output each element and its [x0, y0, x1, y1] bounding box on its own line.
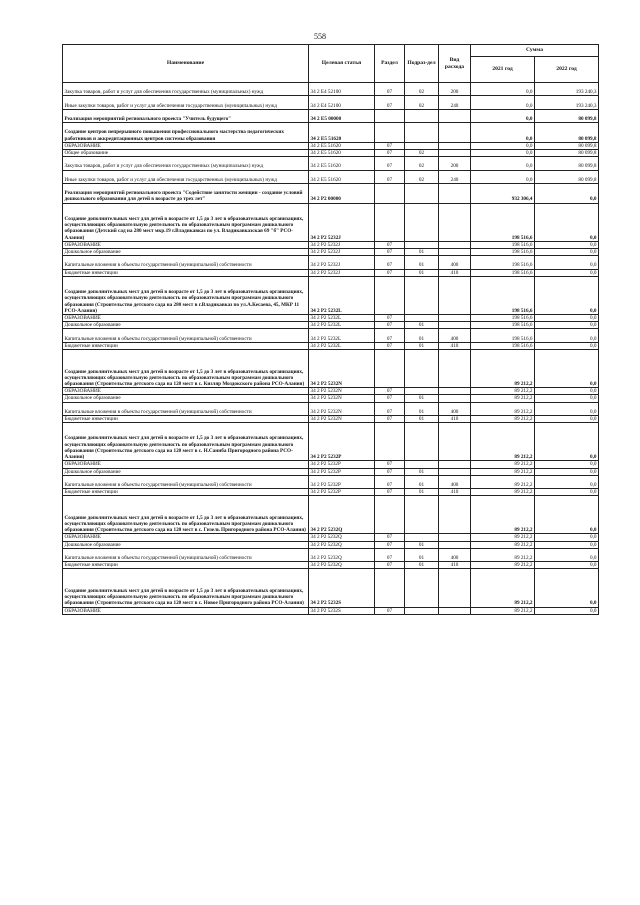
row-sum-2021: 198 516,6	[471, 322, 535, 329]
table-row	[63, 149, 599, 156]
header-year-2022: 2022 год	[535, 57, 599, 83]
row-sum-2021: 89 212,2	[471, 534, 535, 541]
row-target-article: 34 2 Р2 5232Q	[309, 562, 375, 569]
table-row	[63, 276, 599, 314]
row-subsection	[405, 276, 439, 314]
row-section: 07	[375, 468, 405, 475]
row-subsection	[405, 142, 439, 149]
table-row	[63, 183, 599, 203]
row-target-article: 34 2 Р2 5232J	[309, 269, 375, 276]
row-subsection: 01	[405, 548, 439, 561]
row-sum-2022: 80 099,8	[535, 170, 599, 183]
row-target-article: 34 2 Р2 5232Q	[309, 534, 375, 541]
row-target-article: 34 2 Р2 5232P	[309, 423, 375, 461]
row-sum-2021: 89 212,2	[471, 395, 535, 402]
table-row	[63, 96, 599, 109]
row-expense-type: 400	[439, 548, 471, 561]
row-section: 07	[375, 96, 405, 109]
row-subsection	[405, 569, 439, 607]
row-expense-type	[439, 241, 471, 248]
row-section	[375, 276, 405, 314]
row-sum-2022: 0,0	[535, 468, 599, 475]
row-sum-2022: 0,0	[535, 183, 599, 203]
row-sum-2021: 89 212,2	[471, 423, 535, 461]
row-expense-type: 400	[439, 475, 471, 488]
row-name: Создание дополнительных мест для детей в возрасте от 1,5 до 3 лет в образовательных организациях, осуществляющих образовательную деятельность по образовательным программам дошкольного образования (Строительство детского сада на 120 мест в с. Кизляр Моздокского района РСО-Алания)	[63, 349, 309, 387]
row-name: Создание дополнительных мест для детей в возрасте от 1,5 до 3 лет в образовательных организациях, осуществляющих образовательную деятельность по образовательным программам дошкольного образования (Строительство детского сада на 120 мест в с. Гизель Пригородного района РСО-Алания)	[63, 496, 309, 534]
row-name: ОБРАЗОВАНИЕ	[63, 388, 309, 395]
row-subsection: 01	[405, 256, 439, 269]
row-section: 07	[375, 489, 405, 496]
row-sum-2021: 89 212,2	[471, 475, 535, 488]
row-target-article: 34 2 Е5 51620	[309, 149, 375, 156]
row-name: ОБРАЗОВАНИЕ	[63, 241, 309, 248]
row-subsection	[405, 423, 439, 461]
row-name: ОБРАЗОВАНИЕ	[63, 534, 309, 541]
row-subsection: 02	[405, 170, 439, 183]
row-section: 07	[375, 475, 405, 488]
row-section	[375, 123, 405, 143]
row-name: Капитальные вложения в объекты государственной (муниципальной) собственности	[63, 475, 309, 488]
table-row	[63, 388, 599, 395]
row-section: 07	[375, 314, 405, 321]
row-name: Бюджетные инвестиции	[63, 489, 309, 496]
row-sum-2022: 0,0	[535, 269, 599, 276]
row-section: 07	[375, 322, 405, 329]
row-sum-2021: 0,0	[471, 96, 535, 109]
row-name: Бюджетные инвестиции	[63, 342, 309, 349]
row-name: Дошкольное образование	[63, 541, 309, 548]
row-name: ОБРАЗОВАНИЕ	[63, 314, 309, 321]
row-name: Создание дополнительных мест для детей в возрасте от 1,5 до 3 лет в образовательных организациях, осуществляющих образовательную деятельность по образовательным программам дошкольного образования (Строительство детского сада на 120 мест в с. Н.Саниба Пригородного района РСО-Алания)	[63, 423, 309, 461]
table-row	[63, 468, 599, 475]
row-sum-2022: 193 240,3	[535, 96, 599, 109]
row-sum-2021: 198 516,6	[471, 314, 535, 321]
row-sum-2022: 0,0	[535, 395, 599, 402]
row-section: 07	[375, 541, 405, 548]
row-sum-2022: 193 240,3	[535, 83, 599, 96]
row-section: 07	[375, 388, 405, 395]
row-target-article: 34 2 Р2 5232J	[309, 256, 375, 269]
row-name: Закупка товаров, работ и услуг для обеспечения государственных (муниципальных) нужд	[63, 83, 309, 96]
row-section	[375, 203, 405, 241]
row-sum-2022: 0,0	[535, 415, 599, 422]
table-row	[63, 109, 599, 122]
row-sum-2022: 0,0	[535, 388, 599, 395]
row-sum-2022: 0,0	[535, 423, 599, 461]
table-row	[63, 489, 599, 496]
row-target-article: 34 2 Р2 5232Q	[309, 541, 375, 548]
row-subsection	[405, 496, 439, 534]
row-name: Закупка товаров, работ и услуг для обеспечения государственных (муниципальных) нужд	[63, 157, 309, 170]
table-row	[63, 157, 599, 170]
row-subsection: 01	[405, 395, 439, 402]
row-subsection	[405, 241, 439, 248]
row-expense-type	[439, 468, 471, 475]
row-target-article: 34 2 Р2 5232P	[309, 468, 375, 475]
row-subsection	[405, 461, 439, 468]
table-row	[63, 142, 599, 149]
row-sum-2021: 0,0	[471, 149, 535, 156]
row-sum-2022: 80 099,8	[535, 109, 599, 122]
row-target-article: 34 2 Р2 5232P	[309, 461, 375, 468]
table-row	[63, 562, 599, 569]
row-sum-2021: 0,0	[471, 157, 535, 170]
row-sum-2022: 0,0	[535, 349, 599, 387]
page-number: 558	[314, 32, 326, 41]
row-section	[375, 569, 405, 607]
row-section: 07	[375, 241, 405, 248]
row-subsection: 01	[405, 468, 439, 475]
row-section: 07	[375, 329, 405, 342]
row-expense-type: 240	[439, 96, 471, 109]
row-name: ОБРАЗОВАНИЕ	[63, 461, 309, 468]
table-row	[63, 541, 599, 548]
header-sum: Сумма	[471, 45, 599, 57]
row-name: Создание центров непрерывного повышения профессионального мастерства педагогических работников и аккредитационных центров системы образования	[63, 123, 309, 143]
budget-table	[62, 44, 599, 615]
row-target-article: 34 2 Р2 00000	[309, 183, 375, 203]
row-subsection: 01	[405, 402, 439, 415]
row-sum-2021: 89 212,2	[471, 468, 535, 475]
row-section	[375, 109, 405, 122]
row-target-article: 34 2 Р2 5232Q	[309, 548, 375, 561]
row-name: Бюджетные инвестиции	[63, 415, 309, 422]
row-subsection: 02	[405, 149, 439, 156]
row-target-article: 34 2 Р2 5232P	[309, 489, 375, 496]
table-row	[63, 496, 599, 534]
row-name: Дошкольное образование	[63, 468, 309, 475]
row-expense-type: 200	[439, 157, 471, 170]
row-target-article: 34 2 Е4 52100	[309, 96, 375, 109]
row-sum-2021: 0,0	[471, 123, 535, 143]
row-name: Бюджетные инвестиции	[63, 562, 309, 569]
table-row	[63, 569, 599, 607]
row-section: 07	[375, 157, 405, 170]
row-name: Создание дополнительных мест для детей в возрасте от 1,5 до 3 лет в образовательных организациях, осуществляющих образовательную деятельность по образовательным программам дошкольного образования (Детский сад на 280 мест мкр.19 г.Владикавказ по ул. Владикавказская 69 "б" РСО-Алания)	[63, 203, 309, 241]
table-body	[63, 83, 599, 615]
row-section: 07	[375, 607, 405, 614]
row-section: 07	[375, 415, 405, 422]
row-sum-2022: 80 099,8	[535, 142, 599, 149]
row-sum-2021: 89 212,2	[471, 569, 535, 607]
row-subsection	[405, 123, 439, 143]
row-sum-2021: 89 212,2	[471, 562, 535, 569]
row-subsection	[405, 183, 439, 203]
row-sum-2021: 198 516,6	[471, 241, 535, 248]
row-sum-2021: 198 516,6	[471, 256, 535, 269]
row-subsection	[405, 109, 439, 122]
table-row	[63, 123, 599, 143]
row-subsection	[405, 534, 439, 541]
row-section: 07	[375, 534, 405, 541]
row-name: Иные закупки товаров, работ и услуг для обеспечения государственных (муниципальных) нужд	[63, 170, 309, 183]
row-sum-2022: 80 099,8	[535, 149, 599, 156]
row-sum-2021: 89 212,2	[471, 349, 535, 387]
table-row	[63, 241, 599, 248]
row-sum-2021: 0,0	[471, 142, 535, 149]
row-section: 07	[375, 149, 405, 156]
row-subsection	[405, 607, 439, 614]
row-target-article: 34 2 Р2 5232N	[309, 402, 375, 415]
header-expense-type: Вид расхода	[439, 45, 471, 83]
table-row	[63, 395, 599, 402]
table-row	[63, 269, 599, 276]
row-target-article: 34 2 Е5 51620	[309, 157, 375, 170]
row-sum-2022: 0,0	[535, 607, 599, 614]
row-subsection: 01	[405, 342, 439, 349]
row-subsection	[405, 388, 439, 395]
row-target-article: 34 2 Р2 5232J	[309, 203, 375, 241]
row-section: 07	[375, 402, 405, 415]
row-expense-type	[439, 461, 471, 468]
row-sum-2022: 0,0	[535, 248, 599, 255]
row-section	[375, 496, 405, 534]
table-row	[63, 170, 599, 183]
row-target-article: 34 2 Р2 5232N	[309, 395, 375, 402]
table-row	[63, 607, 599, 614]
row-name: Капитальные вложения в объекты государственной (муниципальной) собственности	[63, 548, 309, 561]
row-expense-type: 410	[439, 562, 471, 569]
row-expense-type	[439, 395, 471, 402]
table-row	[63, 415, 599, 422]
row-sum-2022: 0,0	[535, 322, 599, 329]
row-target-article: 34 2 Р2 5232N	[309, 388, 375, 395]
row-sum-2022: 0,0	[535, 314, 599, 321]
table-row	[63, 548, 599, 561]
row-sum-2021: 89 212,2	[471, 489, 535, 496]
row-sum-2022: 80 099,8	[535, 123, 599, 143]
row-subsection: 01	[405, 269, 439, 276]
row-sum-2021: 0,0	[471, 83, 535, 96]
row-target-article: 34 2 Р2 5232P	[309, 475, 375, 488]
row-target-article: 34 2 Е5 51620	[309, 170, 375, 183]
row-section	[375, 423, 405, 461]
header-year-2021: 2021 год	[471, 57, 535, 83]
row-sum-2021: 89 212,2	[471, 402, 535, 415]
table-row	[63, 83, 599, 96]
row-section: 07	[375, 461, 405, 468]
table-row	[63, 475, 599, 488]
row-section: 07	[375, 83, 405, 96]
row-section: 07	[375, 342, 405, 349]
table-row	[63, 534, 599, 541]
table-row	[63, 349, 599, 387]
row-expense-type	[439, 123, 471, 143]
row-expense-type: 400	[439, 329, 471, 342]
row-expense-type: 240	[439, 170, 471, 183]
row-expense-type: 400	[439, 402, 471, 415]
row-sum-2021: 89 212,2	[471, 548, 535, 561]
row-target-article: 34 2 Р2 5232L	[309, 322, 375, 329]
row-expense-type	[439, 149, 471, 156]
row-section	[375, 183, 405, 203]
row-subsection: 02	[405, 157, 439, 170]
table-row	[63, 461, 599, 468]
row-sum-2022: 0,0	[535, 541, 599, 548]
row-section	[375, 349, 405, 387]
row-sum-2021: 198 516,6	[471, 269, 535, 276]
row-name: Дошкольное образование	[63, 395, 309, 402]
row-expense-type	[439, 607, 471, 614]
row-sum-2022: 0,0	[535, 329, 599, 342]
row-sum-2021: 89 212,2	[471, 388, 535, 395]
row-expense-type	[439, 534, 471, 541]
row-section: 07	[375, 256, 405, 269]
row-subsection	[405, 203, 439, 241]
row-sum-2021: 89 212,2	[471, 607, 535, 614]
row-name: Капитальные вложения в объекты государственной (муниципальной) собственности	[63, 402, 309, 415]
row-name: Создание дополнительных мест для детей в возрасте от 1,5 до 3 лет в образовательных организациях, осуществляющих образовательную деятельность по образовательным программам дошкольного образования (Строительство детского сада на 280 мест в г.Владикавказ по ул.А.Кесаева, 45, МКР 11 РСО-Алания)	[63, 276, 309, 314]
row-expense-type: 410	[439, 342, 471, 349]
row-expense-type	[439, 314, 471, 321]
row-sum-2021: 198 516,6	[471, 342, 535, 349]
row-expense-type	[439, 248, 471, 255]
row-name: Капитальные вложения в объекты государственной (муниципальной) собственности	[63, 329, 309, 342]
row-target-article: 34 2 Е5 51620	[309, 142, 375, 149]
row-sum-2021: 198 516,6	[471, 276, 535, 314]
row-target-article: 34 2 Р2 5232J	[309, 241, 375, 248]
row-sum-2021: 89 212,2	[471, 541, 535, 548]
row-section: 07	[375, 170, 405, 183]
row-section: 07	[375, 248, 405, 255]
row-target-article: 34 2 Р2 5232S	[309, 569, 375, 607]
row-sum-2021: 198 516,6	[471, 329, 535, 342]
row-sum-2022: 0,0	[535, 342, 599, 349]
row-target-article: 34 2 Р2 5232Q	[309, 496, 375, 534]
row-sum-2022: 0,0	[535, 496, 599, 534]
row-expense-type	[439, 203, 471, 241]
table-row	[63, 322, 599, 329]
row-sum-2022: 0,0	[535, 241, 599, 248]
row-sum-2022: 0,0	[535, 475, 599, 488]
row-sum-2021: 932 306,4	[471, 183, 535, 203]
row-expense-type	[439, 423, 471, 461]
row-subsection: 01	[405, 489, 439, 496]
row-target-article: 34 2 Р2 5232N	[309, 415, 375, 422]
row-subsection: 01	[405, 541, 439, 548]
row-subsection	[405, 349, 439, 387]
row-sum-2022: 0,0	[535, 548, 599, 561]
row-name: Иные закупки товаров, работ и услуг для обеспечения государственных (муниципальных) нужд	[63, 96, 309, 109]
row-sum-2021: 0,0	[471, 109, 535, 122]
row-sum-2021: 89 212,2	[471, 461, 535, 468]
row-sum-2022: 0,0	[535, 534, 599, 541]
table-row	[63, 402, 599, 415]
row-name: Создание дополнительных мест для детей в возрасте от 1,5 до 3 лет в образовательных организациях, осуществляющих образовательную деятельность по образовательным программам дошкольного образования (Строительство детского сада на 120 мест в с. Новое Пригородного района РСО-Алания)	[63, 569, 309, 607]
row-expense-type: 410	[439, 489, 471, 496]
row-name: ОБРАЗОВАНИЕ	[63, 607, 309, 614]
header-subsection: Подраз-дел	[405, 45, 439, 83]
row-target-article: 34 2 Р2 5232L	[309, 314, 375, 321]
row-sum-2021: 0,0	[471, 170, 535, 183]
row-sum-2022: 80 099,8	[535, 157, 599, 170]
row-name: Общее образование	[63, 149, 309, 156]
row-target-article: 34 2 Р2 5232L	[309, 342, 375, 349]
header-section: Раздел	[375, 45, 405, 83]
row-section: 07	[375, 548, 405, 561]
row-sum-2022: 0,0	[535, 489, 599, 496]
row-sum-2022: 0,0	[535, 256, 599, 269]
row-expense-type	[439, 109, 471, 122]
row-name: Капитальные вложения в объекты государственной (муниципальной) собственности	[63, 256, 309, 269]
row-sum-2022: 0,0	[535, 461, 599, 468]
row-sum-2022: 0,0	[535, 562, 599, 569]
row-sum-2021: 89 212,2	[471, 415, 535, 422]
row-expense-type	[439, 496, 471, 534]
row-expense-type	[439, 388, 471, 395]
row-subsection: 01	[405, 322, 439, 329]
row-target-article: 34 2 Р2 5232L	[309, 329, 375, 342]
row-sum-2022: 0,0	[535, 276, 599, 314]
row-expense-type: 410	[439, 269, 471, 276]
table-row	[63, 256, 599, 269]
row-expense-type	[439, 541, 471, 548]
row-expense-type	[439, 569, 471, 607]
row-subsection	[405, 314, 439, 321]
row-expense-type	[439, 322, 471, 329]
row-subsection: 01	[405, 415, 439, 422]
row-subsection: 02	[405, 83, 439, 96]
row-target-article: 34 2 Р2 5232S	[309, 607, 375, 614]
row-subsection: 01	[405, 329, 439, 342]
row-name: Реализация мероприятий регионального проекта "Учитель будущего"	[63, 109, 309, 122]
row-name: Дошкольное образование	[63, 248, 309, 255]
row-name: ОБРАЗОВАНИЕ	[63, 142, 309, 149]
row-name: Дошкольное образование	[63, 322, 309, 329]
table-row	[63, 203, 599, 241]
row-name: Бюджетные инвестиции	[63, 269, 309, 276]
table-row	[63, 329, 599, 342]
row-subsection: 02	[405, 96, 439, 109]
row-expense-type	[439, 183, 471, 203]
row-section: 07	[375, 142, 405, 149]
header-name: Наименование	[63, 45, 309, 83]
row-sum-2022: 0,0	[535, 402, 599, 415]
row-name: Реализация мероприятий регионального проекта "Содействие занятости женщин - создание условий дошкольного образования для детей в возрасте до трех лет"	[63, 183, 309, 203]
row-section: 07	[375, 269, 405, 276]
table-row	[63, 423, 599, 461]
row-expense-type: 410	[439, 415, 471, 422]
row-subsection: 01	[405, 248, 439, 255]
row-target-article: 34 2 Р2 5232L	[309, 276, 375, 314]
row-section: 07	[375, 395, 405, 402]
row-target-article: 34 2 Е4 52100	[309, 83, 375, 96]
row-sum-2021: 89 212,2	[471, 496, 535, 534]
row-sum-2022: 0,0	[535, 203, 599, 241]
row-target-article: 34 2 Р2 5232N	[309, 349, 375, 387]
row-sum-2022: 0,0	[535, 569, 599, 607]
header-target-article: Целевая статья	[309, 45, 375, 83]
row-sum-2021: 198 516,6	[471, 203, 535, 241]
row-target-article: 34 2 Е5 51620	[309, 123, 375, 143]
table-row	[63, 314, 599, 321]
row-target-article: 34 2 Е5 00000	[309, 109, 375, 122]
table-row	[63, 248, 599, 255]
row-expense-type	[439, 276, 471, 314]
row-subsection: 01	[405, 562, 439, 569]
row-expense-type: 400	[439, 256, 471, 269]
row-expense-type	[439, 349, 471, 387]
row-subsection: 01	[405, 475, 439, 488]
row-expense-type	[439, 142, 471, 149]
row-expense-type: 200	[439, 83, 471, 96]
row-target-article: 34 2 Р2 5232J	[309, 248, 375, 255]
row-section: 07	[375, 562, 405, 569]
row-sum-2021: 198 516,6	[471, 248, 535, 255]
table-row	[63, 342, 599, 349]
